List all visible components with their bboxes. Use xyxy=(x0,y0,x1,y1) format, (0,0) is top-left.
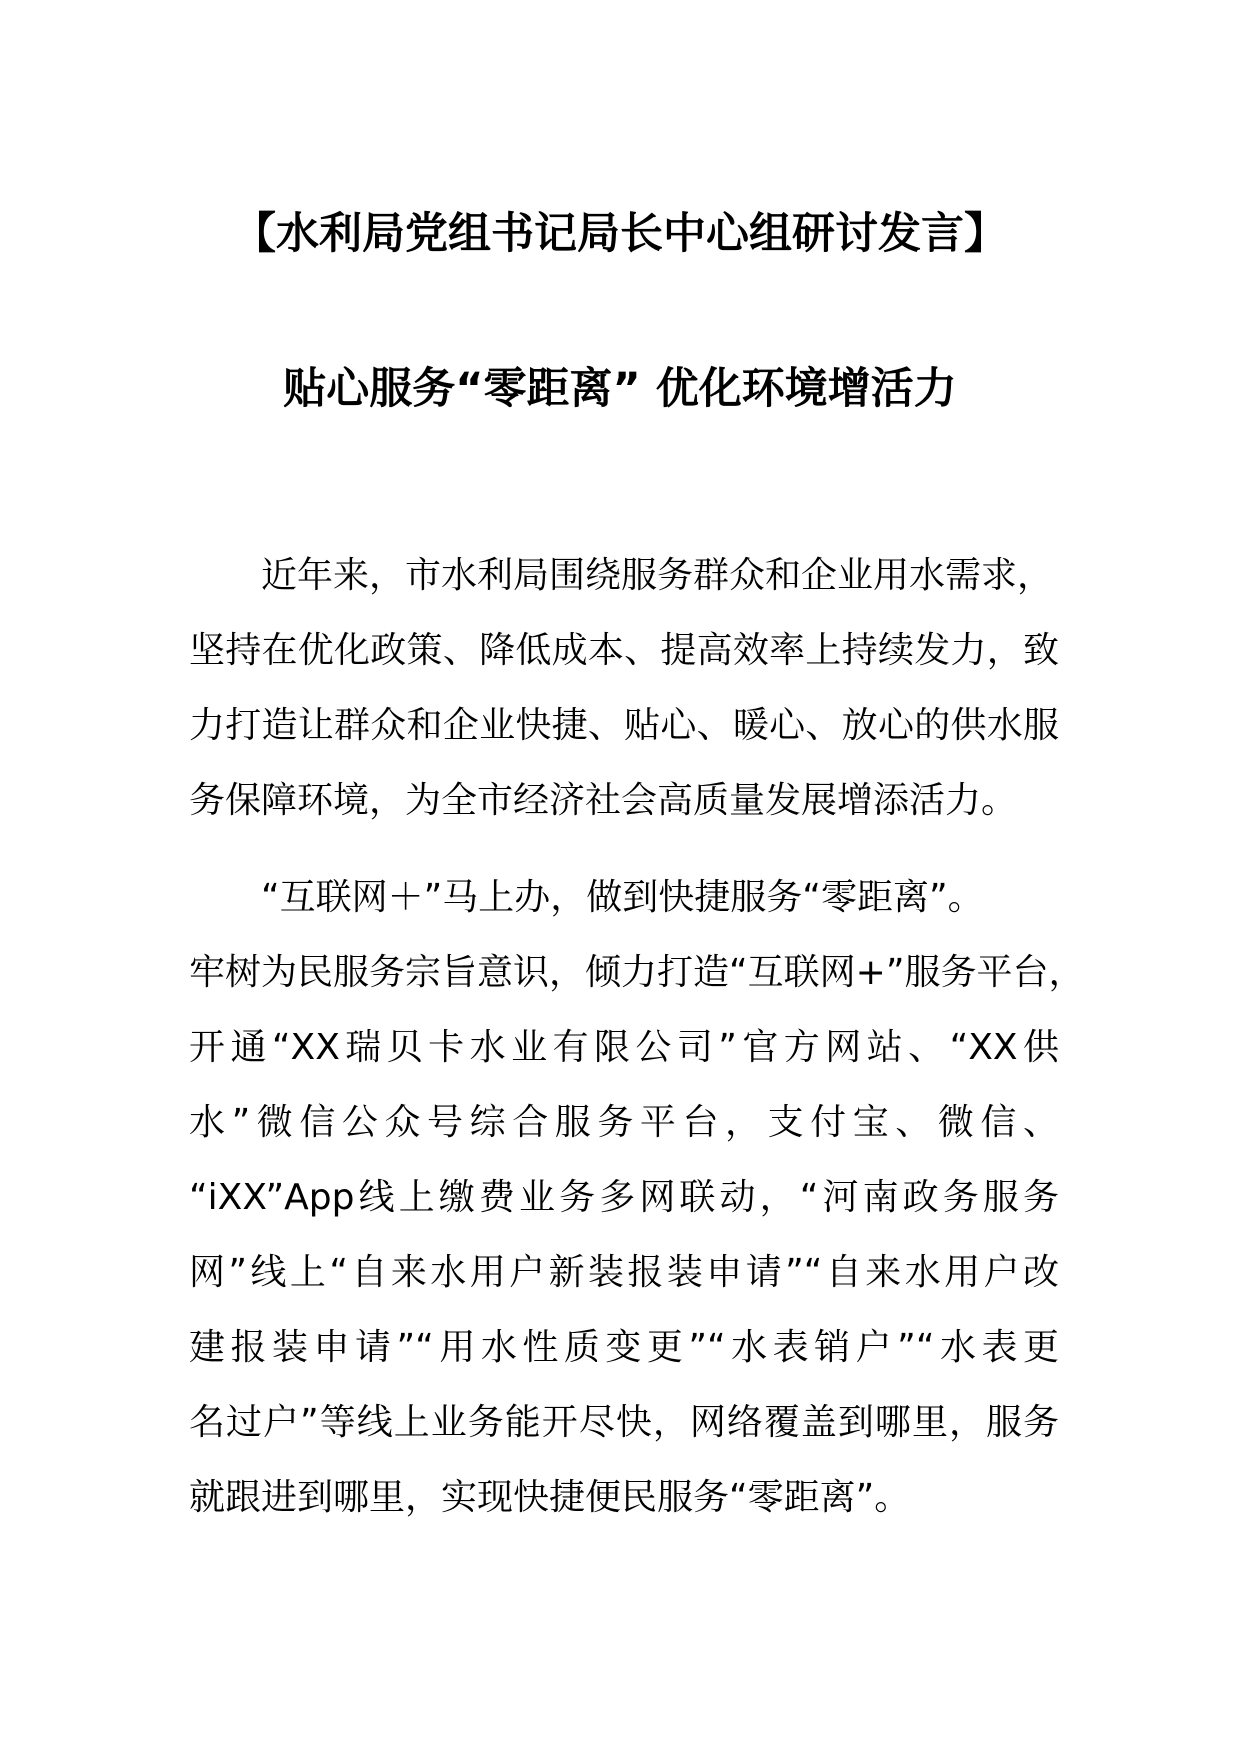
paragraph-line: 务保障环境，为全市经济社会高质量发展增添活力。 xyxy=(189,780,1018,821)
paragraph-line: 坚持在优化政策、降低成本、提高效率上持续发力，致 xyxy=(189,630,1059,671)
paragraph-line: “iXX”App线上缴费业务多网联动，“河南政务服务 xyxy=(189,1177,1059,1218)
document-title: 【水利局党组书记局长中心组研讨发言】 xyxy=(233,209,1007,259)
paragraph-internet-plus xyxy=(189,860,1085,1535)
paragraph-line: 开通“XX瑞贝卡水业有限公司”官方网站、“XX供 xyxy=(189,1027,1059,1068)
paragraph-line: 水”微信公众号综合服务平台，支付宝、微信、 xyxy=(189,1102,1059,1143)
paragraph-line: 建报装申请”“用水性质变更”“水表销户”“水表更 xyxy=(189,1327,1059,1368)
paragraph-intro xyxy=(189,538,1059,838)
paragraph-line: 名过户”等线上业务能开尽快，网络覆盖到哪里，服务 xyxy=(189,1402,1059,1443)
paragraph-line: 力打造让群众和企业快捷、贴心、暖心、放心的供水服 xyxy=(189,705,1059,746)
paragraph-line: 网”线上“自来水用户新装报装申请”“自来水用户改 xyxy=(189,1252,1059,1293)
document-subtitle: 贴心服务“零距离” 优化环境增活力 xyxy=(283,364,957,414)
paragraph-line: “互联网＋”马上办，做到快捷服务“零距离”。 xyxy=(261,877,984,918)
paragraph-line: 牢树为民服务宗旨意识，倾力打造“互联网+”服务平台， xyxy=(189,952,1085,993)
paragraph-line: 就跟进到哪里，实现快捷便民服务“零距离”。 xyxy=(189,1477,911,1518)
paragraph-line: 近年来，市水利局围绕服务群众和企业用水需求， xyxy=(261,555,1054,596)
